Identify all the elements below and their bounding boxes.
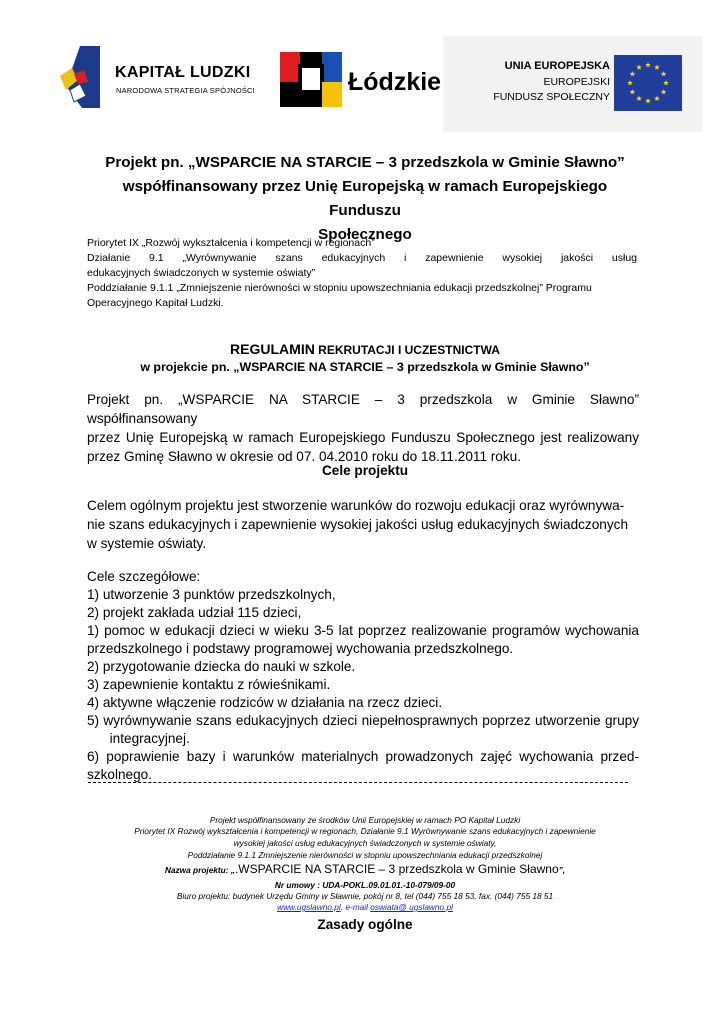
intro-line-1: Projekt pn. „WSPARCIE NA STARCIE – 3 przedszkola w Gminie Sławno” współfinansowany: [87, 392, 639, 426]
cele-general-line-1: Celem ogólnym projektu jest stworzenie warunków do rozwoju edukacji oraz wyrównywa-: [87, 498, 625, 513]
footer-project-name: [90, 864, 640, 876]
lodzkie-logo-text: Łódzkie: [348, 68, 442, 96]
priority-line-1: Priorytet IX „Rozwój wykształcenia i kompetencji w regionach”: [87, 237, 375, 249]
footer-project-label: Nazwa projektu: „: [164, 865, 235, 875]
list-item: przedszkolnego i podstawy programowej wychowania przedszkolnego.: [87, 641, 514, 656]
footer-project-value: .WSPARCIE NA STARCIE – 3 przedszkola w Gminie Sławno: [234, 862, 559, 876]
zasady-heading: Zasady ogólne: [317, 917, 413, 932]
eu-logo-line-3: FUNDUSZ SPOŁECZNY: [493, 91, 610, 103]
website-link[interactable]: www.ugslawno.pl: [277, 902, 341, 912]
footer-line-4: Poddziałanie 9.1.1 Zmniejszenie nierówności w stopniu upowszechniania edukacji przedszkolnej: [187, 850, 543, 860]
priority-block: [87, 236, 637, 311]
intro-line-3: przez Gminę Sławno w okresie od 07. 04.2010 roku do 18.11.2011 roku.: [87, 449, 522, 464]
cele-specific-heading: Cele szczegółowe:: [87, 569, 201, 584]
footer-project-end: ”,: [558, 865, 566, 875]
cele-general-line-2: nie szans edukacyjnych i zapewnienie wysokiej jakości usług edukacyjnych świadczonych: [87, 517, 629, 532]
title-line-3: Społecznego: [318, 226, 412, 243]
title-line-1: Projekt pn. „WSPARCIE NA STARCIE – 3 przedszkola w Gminie Sławno”: [105, 154, 625, 171]
lodzkie-logo-icon: [280, 52, 342, 107]
priority-line-5: Operacyjnego Kapitał Ludzki.: [87, 297, 224, 309]
title-line-2: współfinansowany przez Unię Europejską w ramach Europejskiego Funduszu: [122, 178, 608, 219]
footer-contract-number: Nr umowy : UDA-POKL.09.01.01.-10-079/09-00: [274, 880, 456, 890]
list-item: integracyjnej.: [87, 731, 190, 746]
footer-line-1: Projekt współfinansowany ze środków Unii Europejskiej w ramach PO Kapitał Ludzki: [209, 815, 521, 825]
footer-line-3: wysokiej jakości usług edukacyjnych świadczonych w systemie oświaty,: [233, 838, 497, 848]
priority-line-3: edukacyjnych świadczonych w systemie oświaty”: [87, 267, 316, 279]
footer-line-2: Priorytet IX Rozwój wykształcenia i kompetencji w regionach, Działanie 9.1 Wyrównywanie szans edukacyjnych i zapewnienie: [134, 826, 596, 836]
email-link[interactable]: oswiata@ ugslawno.pl: [370, 902, 453, 912]
list-item: 4) aktywne włączenie rodziców w działania na rzecz dzieci.: [87, 695, 443, 710]
eu-logo-line-2: EUROPEJSKI: [543, 76, 610, 88]
page-title: [90, 151, 640, 247]
email-separator: , e-mail: [340, 902, 371, 912]
list-item: 5) wyrównywanie szans edukacyjnych dzieci niepełnosprawnych poprzez utworzenie grupy: [87, 713, 639, 728]
list-item: 6) poprawienie bazy i warunków materialnych prowadzonych zajęć wychowania przed-: [87, 749, 639, 764]
eu-flag-icon: [614, 55, 682, 111]
regulamin-line-2: w projekcie pn. „WSPARCIE NA STARCIE – 3 przedszkola w Gminie Sławno”: [140, 360, 590, 374]
kapital-ludzki-subtitle: NARODOWA STRATEGIA SPÓJNOŚCI: [116, 86, 255, 95]
list-item: 2) przygotowanie dziecka do nauki w szkole.: [87, 659, 356, 674]
regulamin-heading: [90, 341, 640, 376]
cele-heading: Cele projektu: [321, 463, 409, 478]
list-item: 3) zapewnienie kontaktu z rówieśnikami.: [87, 677, 331, 692]
regulamin-rest: REKRUTACJI I UCZESTNICTWA: [314, 343, 500, 357]
intro-paragraph: [87, 390, 639, 466]
list-item: 1) pomoc w edukacji dzieci w wieku 3-5 lat poprzez realizowanie programów wychowania: [87, 623, 639, 638]
list-item: szkolnego.: [87, 767, 152, 782]
footer-links: [90, 902, 640, 913]
cele-general-line-3: w systemie oświaty.: [87, 536, 207, 551]
kapital-ludzki-title: KAPITAŁ LUDZKI: [115, 64, 251, 81]
divider: [88, 782, 628, 783]
list-item: 2) projekt zakłada udział 115 dzieci,: [87, 605, 302, 620]
cele-general-paragraph: [87, 496, 647, 553]
eu-logo-line-1: UNIA EUROPEJSKA: [504, 60, 610, 72]
kapital-ludzki-logo-icon: [60, 46, 100, 108]
priority-line-4: Poddziałanie 9.1.1 „Zmniejszenie nierówności w stopniu upowszechniania edukacji przedszkolnej” Programu: [87, 282, 592, 294]
intro-line-2: przez Unię Europejską w ramach Europejskiego Funduszu Społecznego jest realizowany: [87, 430, 639, 445]
priority-line-2: Działanie 9.1 „Wyrównywanie szans edukacyjnych i zapewnienie wysokiej jakości usług: [87, 252, 637, 264]
footer-office: Biuro projektu: budynek Urzędu Gminy w Sławnie, pokój nr 8, tel (044) 755 18 53, fax. (044) 755 18 51: [176, 891, 554, 901]
regulamin-word: REGULAMIN: [230, 341, 315, 357]
list-item: 1) utworzenie 3 punktów przedszkolnych,: [87, 587, 336, 602]
